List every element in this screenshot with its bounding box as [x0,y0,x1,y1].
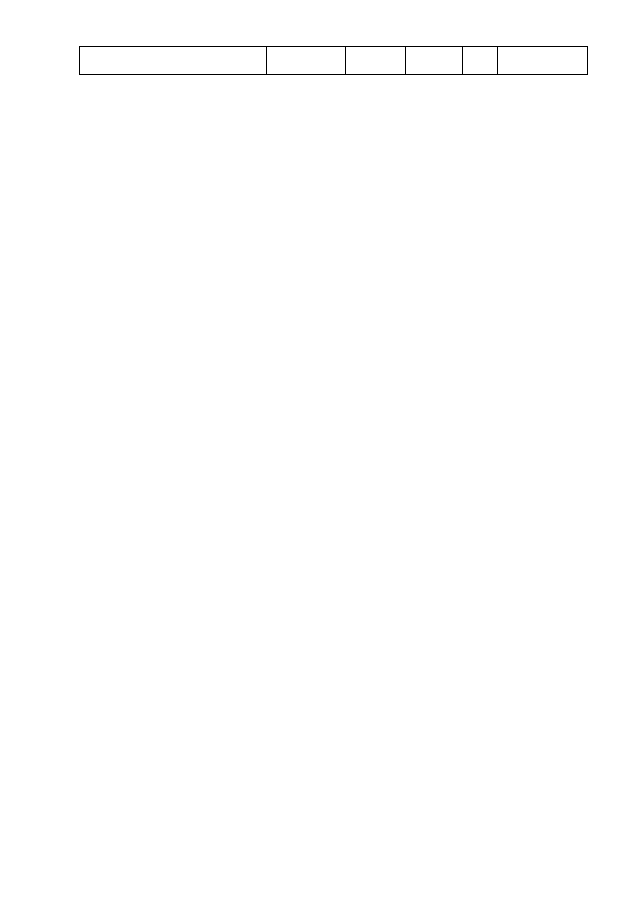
table-header-row [80,47,588,75]
header-target [267,47,346,75]
header-subsection [406,47,463,75]
header-section [346,47,406,75]
header-sum [498,47,588,75]
budget-table [79,46,588,75]
header-name [80,47,267,75]
header-expense-type [463,47,498,75]
